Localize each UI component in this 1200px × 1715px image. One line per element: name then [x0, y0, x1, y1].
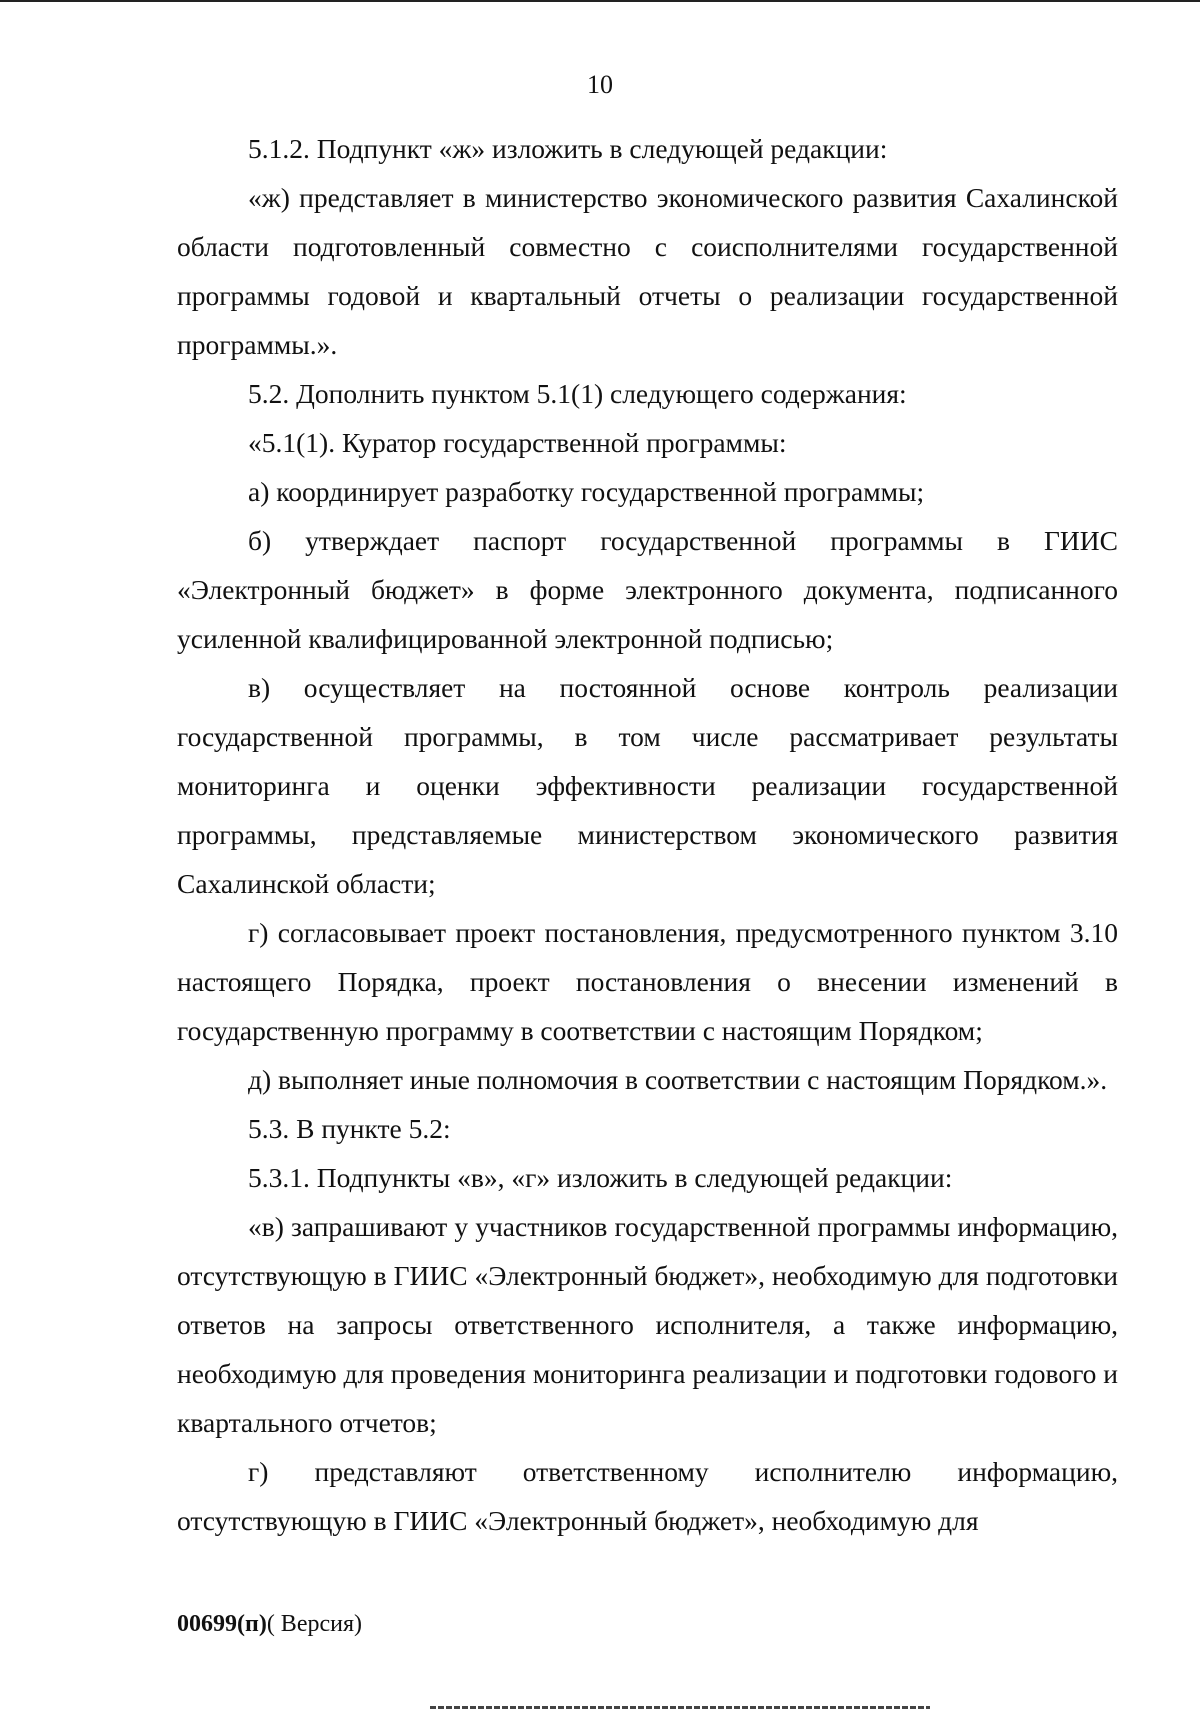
- paragraph-5-3: 5.3. В пункте 5.2:: [248, 1113, 451, 1144]
- paragraph-subitem-d: д) выполняет иные полномочия в соответствии с настоящим Порядком.».: [248, 1064, 1108, 1095]
- paragraph-5-1-1-heading: «5.1(1). Куратор государственной программы:: [248, 427, 787, 458]
- paragraph-subitem-g: г) согласовывает проект постановления, предусмотренного пунктом 3.10 настоящего Порядка, проект постановления о внесении изменений в государственную программу в соответствии с настоящим Порядком;: [177, 917, 1118, 1046]
- paragraph-subitem-a: а) координирует разработку государственной программы;: [248, 476, 925, 507]
- paragraph-subitem-zh: «ж) представляет в министерство экономического развития Сахалинской области подготовленный совместно с соисполнителями государственной программы годовой и квартальный отчеты о реализации государственной программы.».: [177, 182, 1118, 360]
- paragraph-subitem-v: в) осуществляет на постоянной основе контроль реализации государственной программы, в том числе рассматривает результаты мониторинга и оценки эффективности реализации государственной программы, представляемые министерством экономического развития Сахалинской области;: [177, 672, 1118, 899]
- document-code: [177, 1611, 362, 1638]
- paragraph-subitem-g-new: г) представляют ответственному исполнителю информацию, отсутствующую в ГИИС «Электронный бюджет», необходимую для: [177, 1456, 1118, 1536]
- paragraph-5-2: 5.2. Дополнить пунктом 5.1(1) следующего содержания:: [248, 378, 907, 409]
- document-code-number: 00699(п): [177, 1611, 267, 1637]
- bottom-rule: [430, 1706, 930, 1709]
- top-rule: [0, 0, 1200, 2]
- paragraph-subitem-v-new: «в) запрашивают у участников государственной программы информацию, отсутствующую в ГИИС «Электронный бюджет», необходимую для подготовки ответов на запросы ответственного исполнителя, а также информацию, необходимую для проведения мониторинга реализации и подготовки годового и квартального отчетов;: [177, 1211, 1119, 1438]
- paragraph-subitem-b: б) утверждает паспорт государственной программы в ГИИС «Электронный бюджет» в форме электронного документа, подписанного усиленной квалифицированной электронной подписью;: [177, 525, 1118, 654]
- document-version: ( Версия): [266, 1611, 362, 1637]
- paragraph-5-1-2: 5.1.2. Подпункт «ж» изложить в следующей редакции:: [248, 133, 888, 164]
- page-number: 10: [587, 70, 613, 99]
- document-body: [177, 124, 1118, 1545]
- paragraph-5-3-1: 5.3.1. Подпункты «в», «г» изложить в следующей редакции:: [248, 1162, 953, 1193]
